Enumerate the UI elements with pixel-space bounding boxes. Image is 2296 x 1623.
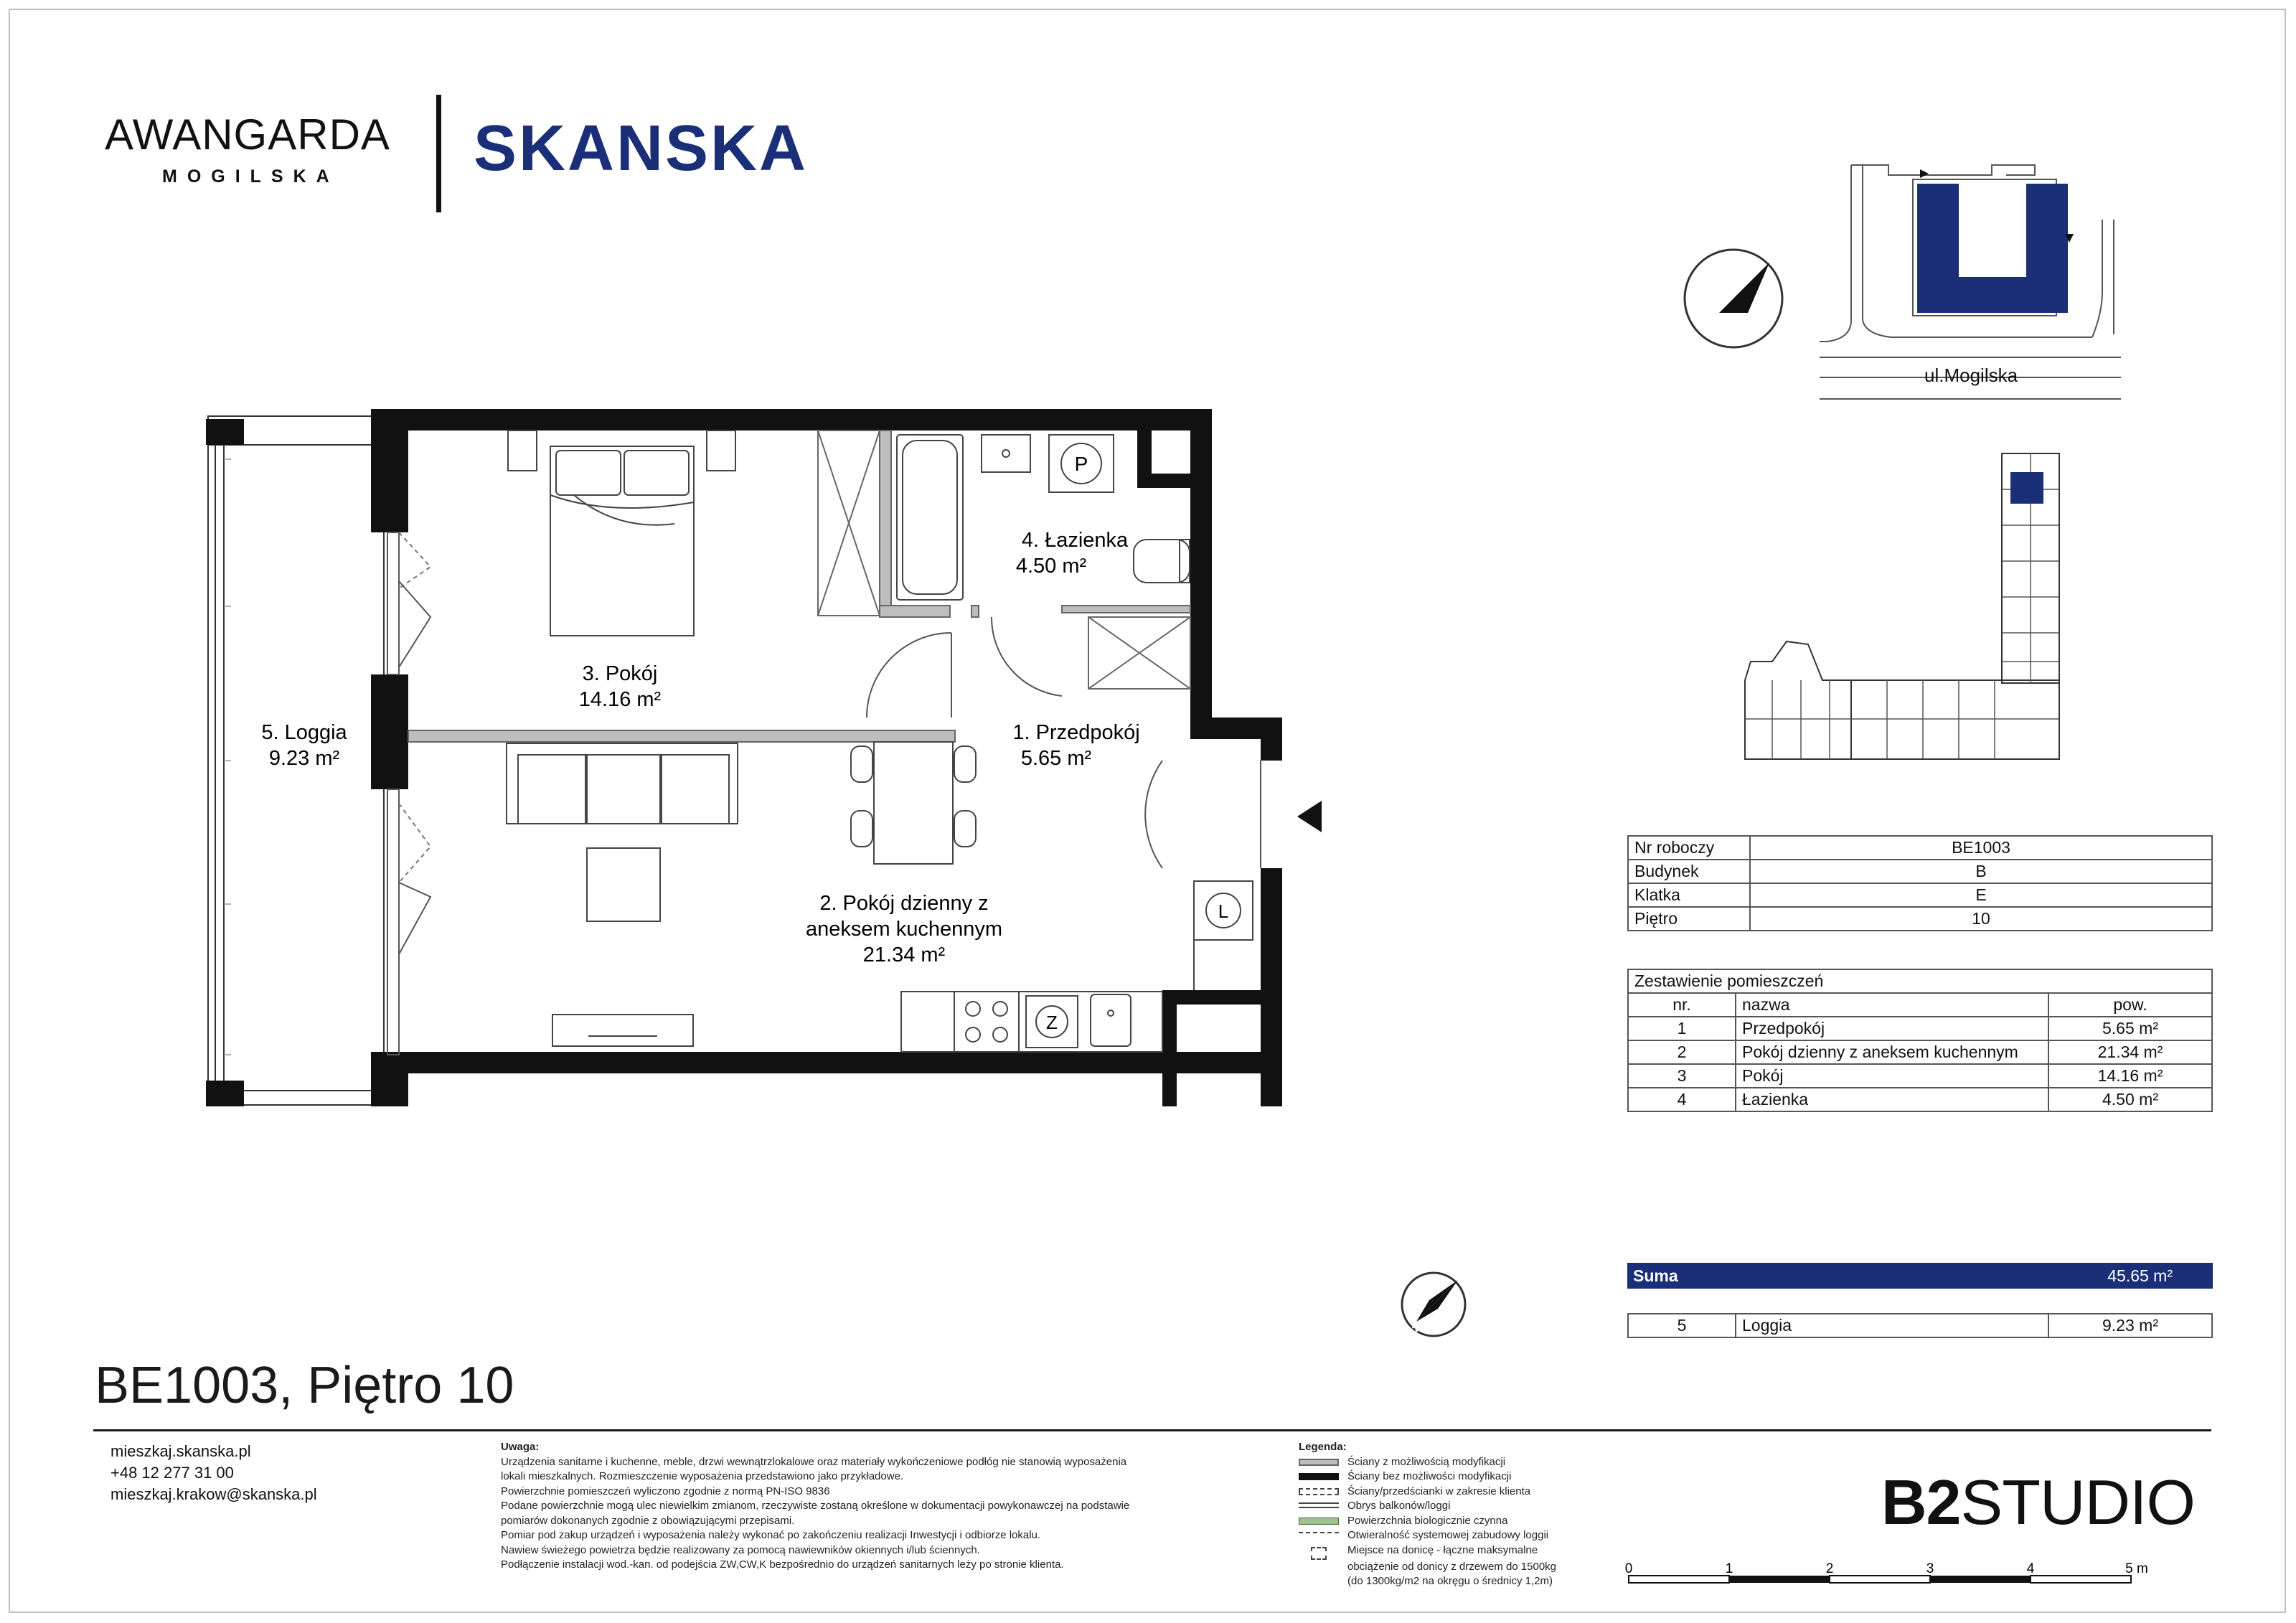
loggia-ticks [224, 459, 231, 1055]
logo-divider [436, 95, 441, 212]
bed [508, 431, 735, 636]
table-row: Nr roboczy BE1003 [1628, 836, 2212, 860]
contact-block [110, 1441, 317, 1505]
legend-item: Miejsce na donicę - łączne maksymalne [1299, 1543, 1643, 1560]
scale-tick: 5 m [2125, 1561, 2148, 1576]
coffee-table [587, 848, 660, 921]
loggia-table [1627, 1313, 2213, 1338]
room-4-label: 4. Łazienka [1021, 529, 1129, 552]
sum-bar [1627, 1263, 2213, 1289]
awangarda-logo: AWANGARDA [105, 110, 390, 159]
svg-text:N: N [1409, 1320, 1424, 1335]
load-bearing-walls [371, 409, 1282, 1106]
toilet [1134, 540, 1190, 583]
room-3-label: 3. Pokój [582, 662, 658, 685]
legend-swatch-green [1299, 1518, 1339, 1525]
contact-email[interactable]: mieszkaj.krakow@skanska.pl [110, 1485, 317, 1503]
notes-line: Nawiew świeżego powietrza będzie realizowany za pomocą nawiewników okiennych i/lub ściennych. [501, 1543, 980, 1556]
room-2-label-line2: aneksem kuchennym [805, 918, 1003, 941]
scale-tick: 2 [1825, 1561, 1834, 1576]
unit-title: BE1003, Piętro 10 [95, 1357, 514, 1414]
legend-swatch-modifiable [1299, 1459, 1339, 1466]
table-row: 5 Loggia 9.23 m² [1628, 1314, 2212, 1337]
room-1-label: 1. Przedpokój [1012, 721, 1140, 744]
scale-tick: 0 [1624, 1561, 1633, 1576]
scale-bar [1623, 1561, 2168, 1590]
sum-label: Suma [1633, 1266, 1678, 1285]
loggia-pillar-top [206, 419, 244, 445]
floor-plan [187, 402, 1363, 1141]
legend-heading: Legenda: [1299, 1441, 1347, 1453]
notes-heading: Uwaga: [501, 1441, 540, 1453]
fridge-letter: L [1218, 900, 1229, 922]
windows [387, 532, 399, 1055]
room-3-area: 14.16 m² [578, 688, 662, 711]
legend-item: Ściany/przedścianki w zakresie klienta [1299, 1485, 1643, 1500]
room-2-area: 21.34 m² [862, 944, 946, 966]
scale-tick: 4 [2026, 1561, 2035, 1576]
skanska-logo: SKANSKA [474, 113, 809, 184]
contact-web[interactable]: mieszkaj.skanska.pl [110, 1442, 251, 1460]
street-label: ul.Mogilska [1924, 364, 2018, 386]
b2studio-logo: B2STUDIO [1881, 1467, 2195, 1538]
notes-line: pomiarów dokonanych zgodnie z obowiązującymi przepisami. [501, 1514, 795, 1527]
dishwasher-letter: Z [1046, 1012, 1058, 1033]
title-divider [93, 1429, 2211, 1431]
table-row: 1 Przedpokój 5.65 m² [1628, 1017, 2212, 1040]
notes-line: Podane powierzchnie mogą ulec niewielkim zmianom, rzeczywiste zostaną określone w dokumentacji powykonawczej na podstawie [501, 1500, 1130, 1512]
awangarda-logo-subtitle: MOGILSKA [162, 166, 339, 187]
loggia-pillar-bottom [206, 1081, 244, 1106]
bathtub [897, 435, 963, 600]
washer-letter: P [1074, 453, 1088, 475]
tv-cabinet [552, 1015, 693, 1046]
sum-value: 45.65 m² [2107, 1266, 2173, 1285]
table-row: 3 Pokój 14.16 m² [1628, 1064, 2212, 1088]
building-footprint [1917, 184, 2068, 313]
room-5-label: 5. Loggia [261, 721, 347, 744]
legend-item: Ściany bez możliwości modyfikacji [1299, 1469, 1643, 1485]
sofa [507, 743, 738, 824]
unit-highlight [2010, 472, 2043, 504]
table-row: 4 Łazienka 4.50 m² [1628, 1088, 2212, 1111]
notes-line: Pomiar pod zakup urządzeń i wyposażenia należy wykonać po zakończeniu realizacji Inwestycji i odbiorze lokalu. [501, 1529, 1041, 1541]
legend-item: Obrys balkonów/loggi [1299, 1499, 1643, 1514]
scale-tick: 1 [1725, 1561, 1733, 1576]
legend-swatch-planter [1311, 1547, 1327, 1560]
room-5-area: 9.23 m² [268, 747, 340, 770]
notes-line: lokali mieszkalnych. Rozmieszczenie wyposażenia przedstawiono jako przykładowe. [501, 1470, 904, 1482]
bathroom-sink [982, 435, 1030, 472]
notes-line: Podłączenie instalacji wod.-kan. od podejścia ZW,CW,K bezpośrednio do urządzeń sanitarnych leży po stronie klienta. [501, 1558, 1064, 1571]
notes-line: Powierzchnie pomieszczeń wyliczono zgodnie z normą PN-ISO 9836 [501, 1485, 830, 1497]
svg-text:N: N [1704, 319, 1726, 340]
rooms-table-header: nr. nazwa pow. [1628, 993, 2212, 1017]
room-1-area: 5.65 m² [1020, 747, 1092, 770]
kitchen-counter [901, 992, 1162, 1052]
legend-swatch-client [1299, 1488, 1339, 1495]
partition-wall-bedroom [408, 730, 955, 742]
table-row: Budynek B [1628, 860, 2212, 883]
table-row: 2 Pokój dzienny z aneksem kuchennym 21.34 m² [1628, 1040, 2212, 1064]
entrance-arrow [1297, 801, 1322, 832]
legend-swatch-balcony [1299, 1502, 1339, 1508]
scale-tick: 3 [1926, 1561, 1934, 1576]
table-row: Piętro 10 [1628, 907, 2212, 931]
legend-swatch-fixed [1299, 1473, 1339, 1480]
room-4-area: 4.50 m² [1015, 555, 1087, 578]
north-arrow-icon [1676, 241, 1791, 356]
dining-table [851, 742, 976, 864]
notes-block [501, 1440, 1218, 1573]
rooms-table-caption: Zestawienie pomieszczeń [1628, 969, 2212, 993]
table-row: Klatka E [1628, 883, 2212, 907]
room-2-label: 2. Pokój dzienny z [819, 892, 989, 915]
unit-info-table [1627, 835, 2213, 931]
legend-item: Ściany z możliwością modyfikacji [1299, 1455, 1643, 1470]
north-arrow-small-icon [1398, 1269, 1469, 1340]
rooms-table [1627, 969, 2213, 1112]
legend-item: obciążenie od donicy z drzewem do 1500kg [1347, 1560, 1557, 1573]
hall-cabinet [1088, 617, 1190, 689]
contact-phone[interactable]: +48 12 277 31 00 [110, 1464, 234, 1482]
legend-block [1299, 1440, 1643, 1589]
legend-item: Powierzchnia biologicznie czynna [1299, 1514, 1643, 1529]
wardrobe [818, 431, 880, 616]
notes-line: Urządzenia sanitarne i kuchenne, meble, drzwi wewnątrzlokalowe oraz materiały wykończeniowe podłóg nie stanowią wyposażenia [501, 1455, 1127, 1468]
legend-swatch-loggia-opening [1299, 1532, 1339, 1536]
legend-item: Otwieralność systemowej zabudowy loggii [1299, 1528, 1643, 1543]
building-key-plan [1744, 446, 2131, 776]
legend-item: (do 1300kg/m2 na okręgu o średnicy 1,2m) [1347, 1575, 1553, 1587]
